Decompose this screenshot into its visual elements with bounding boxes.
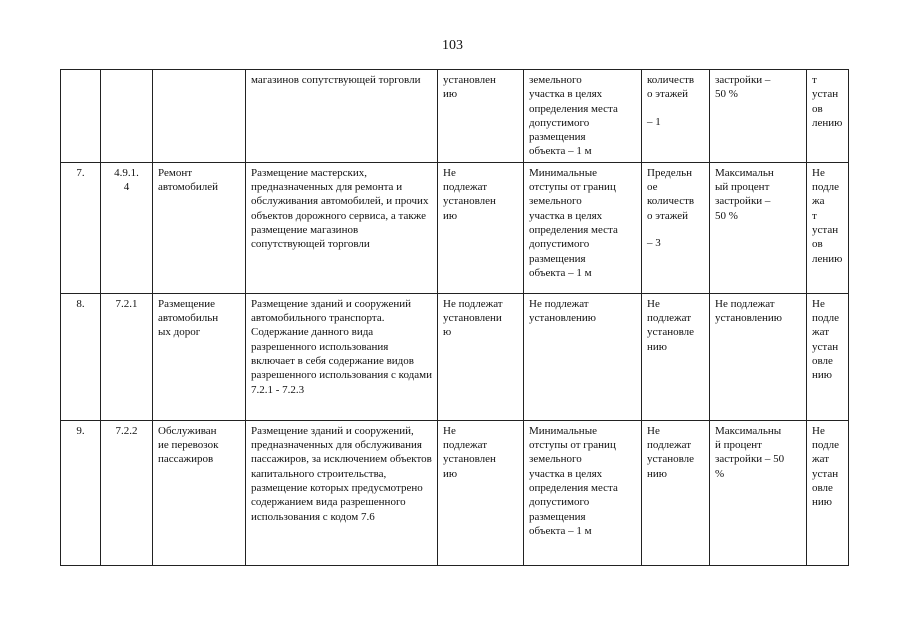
table-row [61,162,849,293]
coverage-cell: Не подлежат установлению [710,293,807,420]
use-description-cell: Размещение зданий и сооружений автомобильного транспорта. Содержание данного вида разрешенного использования включает в себя содержание видов разрешенного использования с кодами 7.2.1 - 7.2.3 [246,293,438,420]
coverage-cell: застройки – 50 % [710,70,807,163]
other-params-cell: Не подлежат установле нию [807,293,849,420]
coverage-cell: Максимальн ый процент застройки – 50 % [710,162,807,293]
use-description-cell: Размещение зданий и сооружений, предназначенных для обслуживания пассажиров, за исключением объектов капитального строительства, размещение которых предусмотрено содержанием вида разрешенного использования с кодом 7.6 [246,420,438,565]
use-name-cell [153,70,246,163]
page-number: 103 [442,38,463,53]
min-max-plot-size-cell: Не подлежат установлен ию [438,420,524,565]
use-description-cell: Размещение мастерских, предназначенных для ремонта и обслуживания автомобилей, и прочих объектов дорожного сервиса, а также размещение магазинов сопутствующей торговли [246,162,438,293]
setback-cell: земельного участка в целях определения места допустимого размещения объекта – 1 м [524,70,642,163]
use-description-cell: магазинов сопутствующей торговли [246,70,438,163]
setback-cell: Не подлежат установлению [524,293,642,420]
min-max-plot-size-cell: Не подлежат установлени ю [438,293,524,420]
coverage-cell: Максимальны й процент застройки – 50 % [710,420,807,565]
setback-cell: Минимальные отступы от границ земельного участка в целях определения места допустимого размещения объекта – 1 м [524,420,642,565]
min-max-plot-size-cell: установлен ию [438,70,524,163]
other-params-cell: Не подлежа т установ лению [807,162,849,293]
floors-cell: Не подлежат установле нию [642,293,710,420]
row-number-cell [61,70,101,163]
table-row [61,70,849,163]
setback-cell: Минимальные отступы от границ земельного участка в целях определения места допустимого размещения объекта – 1 м [524,162,642,293]
other-params-cell: т установ лению [807,70,849,163]
floors-cell: Не подлежат установле нию [642,420,710,565]
table-row [61,420,849,565]
row-number-cell: 7. [61,162,101,293]
use-name-cell: Размещение автомобильн ых дорог [153,293,246,420]
land-use-table [60,69,849,566]
use-code-cell: 7.2.1 [101,293,153,420]
table-row [61,293,849,420]
other-params-cell: Не подлежат установле нию [807,420,849,565]
table-body [61,70,849,566]
use-name-cell: Обслуживан ие перевозок пассажиров [153,420,246,565]
use-code-cell: 7.2.2 [101,420,153,565]
use-code-cell [101,70,153,163]
use-code-cell: 4.9.1. 4 [101,162,153,293]
use-name-cell: Ремонт автомобилей [153,162,246,293]
floors-cell: Предельн ое количеств о этажей – 3 [642,162,710,293]
row-number-cell: 9. [61,420,101,565]
floors-cell: количеств о этажей – 1 [642,70,710,163]
min-max-plot-size-cell: Не подлежат установлен ию [438,162,524,293]
row-number-cell: 8. [61,293,101,420]
